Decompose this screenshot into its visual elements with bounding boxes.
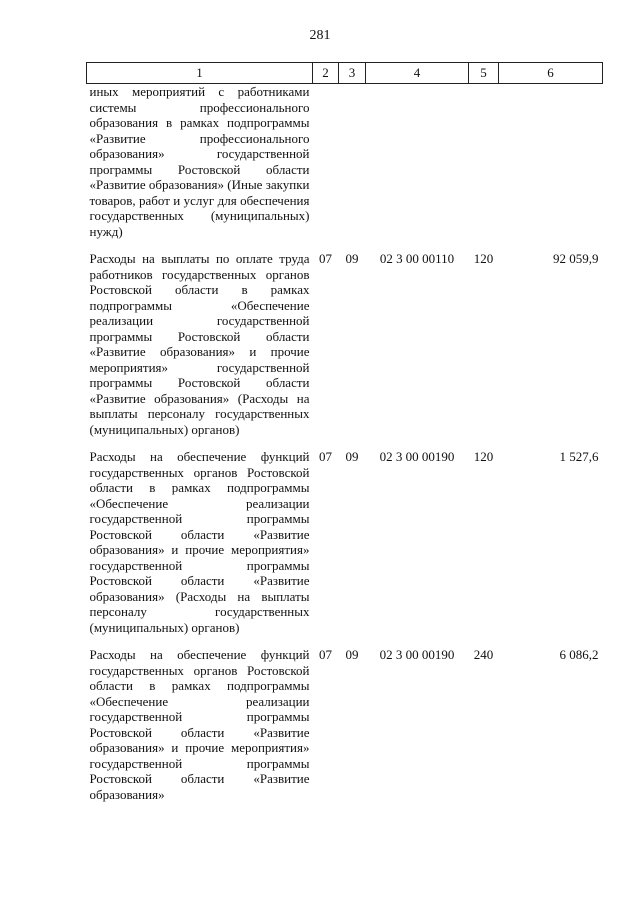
row-subsection: 09 [345,647,359,662]
row-expense-type: 120 [473,251,494,266]
row-target-article: 02 3 00 00190 [379,647,455,662]
row-subsection: 09 [345,449,359,464]
row-section: 07 [319,251,332,266]
row-expense-type: 120 [473,449,494,464]
row-target-article: 02 3 00 00190 [379,449,455,464]
row-target-article [366,84,469,252]
row-description: Расходы на обеспечение функций государственных органов Ростовской области в рамках подпрограммы «Обеспечение реализации государственной программы Ростовской области «Развитие образования» и прочие мероприятия» государственной программы Ростовской области «Развитие образования» (Расходы на выплаты персоналу государственных (муниципальных) органов) [89,449,310,635]
row-expense-type: 240 [473,647,494,662]
table-row [87,84,603,252]
row-expense-type [469,84,499,252]
table-row [87,449,603,647]
row-target-article: 02 3 00 00110 [379,251,455,266]
row-amount: 92 059,9 [553,251,599,266]
row-description: Расходы на обеспечение функций государственных органов Ростовской области в рамках подпрограммы «Обеспечение реализации государственной программы Ростовской области «Развитие образования» и прочие мероприятия» государственной программы Ростовской области «Развитие образования» [89,647,310,802]
row-description: Расходы на выплаты по оплате труда работников государственных органов Ростовской области в рамках подпрограммы «Обеспечение реализации государственной программы Ростовской области «Развитие образования» и прочие мероприятия» государственной программы Ростовской области «Развитие образования» (Расходы на выплаты персоналу государственных (муниципальных) органов) [89,251,310,437]
table-header [87,63,603,84]
row-amount [499,84,603,252]
table-row [87,251,603,449]
row-section: 07 [319,647,332,662]
budget-table [86,62,603,814]
header-col-3: 3 [339,63,366,84]
header-col-2: 2 [313,63,339,84]
header-row [87,63,603,84]
header-col-6: 6 [499,63,603,84]
row-description: иных мероприятий с работниками системы профессионального образования в рамках подпрограммы «Развитие профессионального образования» государственной программы Ростовской области «Развитие образования» (Иные закупки товаров, работ и услуг для обеспечения государственных (муниципальных) нужд) [89,84,310,239]
header-col-1: 1 [87,63,313,84]
page-number: 281 [309,28,331,43]
header-col-5: 5 [469,63,499,84]
table-row [87,647,603,814]
table-body [87,84,603,815]
row-subsection: 09 [345,251,359,266]
row-amount: 1 527,6 [559,449,599,464]
header-col-4: 4 [366,63,469,84]
row-section: 07 [319,449,332,464]
row-amount: 6 086,2 [559,647,599,662]
row-subsection [339,84,366,252]
row-section [313,84,339,252]
